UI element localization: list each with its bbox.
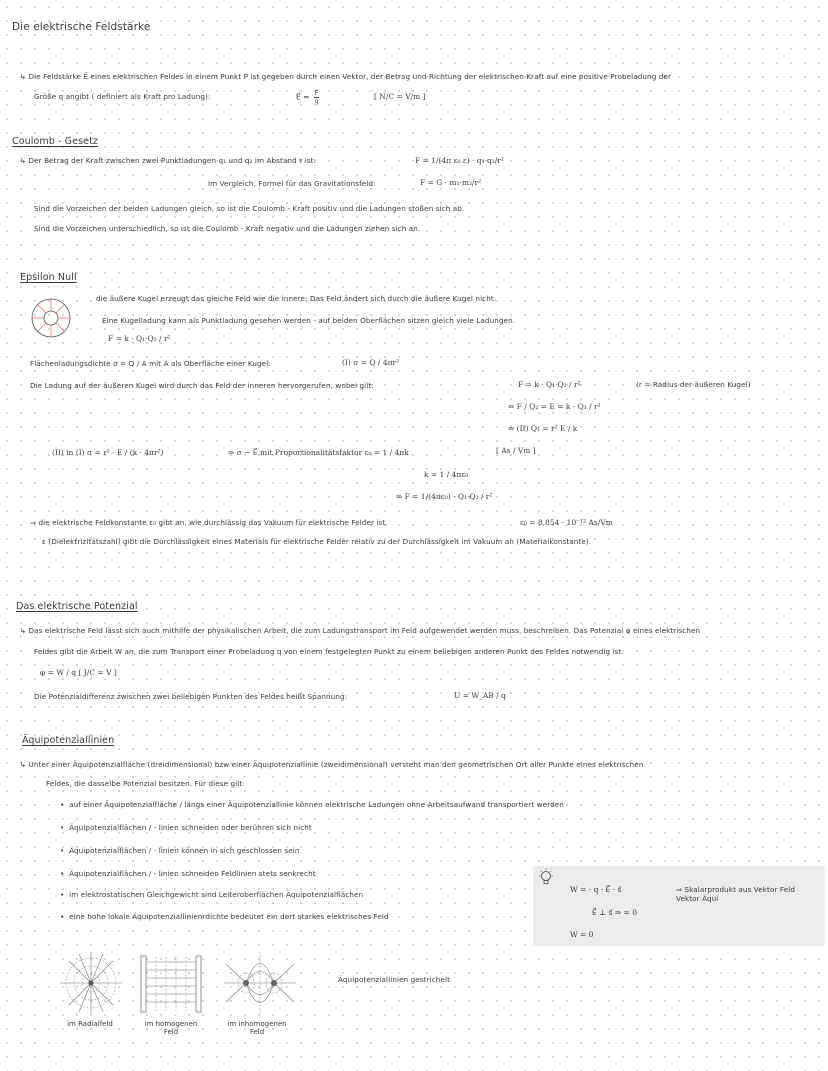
aequi-heading: Äquipotenziallinien bbox=[22, 735, 115, 746]
bullet-item: • Äquipotenzialflächen / - linien können in sich geschlossen sein bbox=[60, 846, 300, 855]
sphere-force-formula: F = k · Q₁·Q₂ / r² bbox=[108, 334, 171, 343]
coulomb-formula: F = 1/(4π ε₀ ε) · q₁·q₂/r² bbox=[415, 156, 504, 165]
bullet-text: im elektrostatischen Gleichgewicht sind Leiteroberflächen Äquipotenzialflächen bbox=[69, 890, 364, 899]
radial-field-label: im Radialfeld bbox=[67, 1020, 113, 1028]
epsilon-line-2: Eine Kugelladung kann als Punktladung gesehen werden - auf beiden Oberflächen sitzen gleich viele Ladungen. bbox=[102, 316, 516, 325]
epsilon-line-3: Die Ladung auf der äußeren Kugel wird durch das Feld der inneren hervorgerufen, wobei gilt: bbox=[30, 381, 374, 390]
scalar-product-note: ⇒ Skalarprodukt aus Vektor Feld Vektor Äqui bbox=[676, 885, 796, 904]
bullet-item: • im elektrostatischen Gleichgewicht sind Leiteroberflächen Äquipotenzialflächen bbox=[60, 890, 364, 899]
orthogonal-formula: E⃗ ⊥ s⃗ ⇒ = 0 bbox=[592, 908, 637, 917]
coulomb-line-3: Sind die Vorzeichen der beiden Ladungen gleich, so ist die Coulomb - Kraft positiv und die Ladungen stoßen sich ab. bbox=[34, 204, 465, 213]
field-strength-units: [ N/C = V/m ] bbox=[374, 92, 426, 101]
work-formula: W = - q · E⃗ · s⃗ bbox=[570, 885, 622, 894]
field-from-force-formula: ⇔ F / Q₂ = E = k · Q₁ / r² bbox=[508, 402, 601, 411]
gravitation-formula: F = G · m₁·m₂/r² bbox=[420, 178, 482, 187]
bullet-text: eine hohe lokale Äquipotenziallinienrdichte bedeutet ein dort starkes elektrisches Feld bbox=[69, 912, 389, 921]
potential-heading: Das elektrische Potenzial bbox=[16, 601, 138, 612]
coulomb-line-2: im Vergleich, Formel für das Gravitationsfeld: bbox=[208, 179, 376, 188]
proportionality-formula: ⇒ σ ~ E⃗ mit Proportionalitätsfaktor ε₀ = 1 / 4πk bbox=[228, 448, 409, 457]
proportionality-units: [ As / Vm ] bbox=[496, 446, 536, 455]
dashed-lines-label: Äquipotenziallinien gestrichelt bbox=[338, 975, 450, 984]
bullet-text: Äquipotenzialflächen / - linien schneiden oder berühren sich nicht bbox=[69, 823, 312, 832]
bullet-item: • Äquipotenzialflächen / - linien schneiden Feldlinien stets senkrecht bbox=[60, 869, 316, 878]
potential-formula: φ = W / q [ J/C = V ] bbox=[40, 668, 117, 677]
k-formula: k = 1 / 4πε₀ bbox=[424, 470, 469, 479]
lightbulb-icon bbox=[537, 868, 555, 888]
coulomb-line-1: ↳ Der Betrag der Kraft zwischen zwei Punktladungen q₁ und q₂ im Abstand r ist: bbox=[20, 156, 316, 165]
potential-line-2: Feldes gibt die Arbeit W an, die zum Transport einer Probeladung q von einem festgelegten Punkt zu einem beliebigen anderen Punkt des Feldes notwendig ist. bbox=[34, 647, 624, 656]
bullet-text: Äquipotenzialflächen / - linien können in sich geschlossen sein bbox=[69, 846, 300, 855]
homogeneous-field-sketch bbox=[138, 954, 204, 1014]
zero-work-formula: W = 0 bbox=[570, 930, 594, 939]
sphere-diagram bbox=[26, 294, 76, 342]
aequi-line-1: ↳ Unter einer Äquipotenzialfläche (dreidimensional) bzw einer Äquipotenziallinie (zweidimensional) versteht man den geometrischen Ort aller Punkte eines elektrischen bbox=[20, 760, 644, 769]
bullet-item: • eine hohe lokale Äquipotenziallinienrdichte bedeutet ein dort starkes elektrisches Feld bbox=[60, 912, 389, 921]
bullet-text: auf einer Äquipotenzialfläche / längs einer Äquipotenziallinie können elektrische Ladungen ohne Arbeitsaufwand transportiert werden bbox=[69, 800, 564, 809]
radial-field-sketch bbox=[58, 950, 124, 1016]
formula-denominator: q bbox=[314, 98, 319, 105]
coulomb-epsilon-formula: ⇒ F = 1/(4πε₀) · Q₁·Q₂ / r² bbox=[396, 492, 493, 501]
homogeneous-field-label: im homogenen Feld bbox=[144, 1020, 198, 1037]
epsilon-heading: Epsilon Null bbox=[20, 272, 77, 283]
epsilon-zero-value: ε₀ = 8,854 · 10⁻¹² As/Vm bbox=[520, 518, 613, 527]
charge-density-text: Flächenladungsdichte σ = Q / A mit A als Oberfläche einer Kugel: bbox=[30, 359, 271, 368]
field-strength-formula: E⃗ = $\frac{F⃗}{q}$ bbox=[296, 90, 319, 105]
intro-line-1: ↳ Die Feldstärke E⃗ eines elektrischen Feldes in einem Punkt P ist gegeben durch einen Vektor, der Betrag und Richtung der elektrischen Kraft auf eine positive Probeladung der bbox=[20, 72, 671, 81]
epsilon-line-1: die äußere Kugel erzeugt das gleiche Feld wie die innere; Das Feld ändert sich durch die äußere Kugel nicht. bbox=[96, 294, 497, 303]
radius-note: (r = Radius der äußeren Kugel) bbox=[636, 380, 751, 389]
page-title: Die elektrische Feldstärke bbox=[12, 21, 151, 33]
potential-line-1: ↳ Das elektrische Feld lässt sich auch mithilfe der physikalischen Arbeit, die zum Ladungstransport im Feld aufgewendet werden muss, beschreiben. Das Potenzial φ eines elektrischen bbox=[20, 626, 701, 635]
bullet-item: • Äquipotenzialflächen / - linien schneiden oder berühren sich nicht bbox=[60, 823, 312, 832]
formula-I: (I) σ = Q / 4πr² bbox=[342, 358, 400, 367]
coulomb-heading: Coulomb - Gesetz bbox=[12, 136, 98, 147]
voltage-formula: U = W_AB / q bbox=[454, 691, 506, 700]
formula-II: ⇔ (II) Q₁ = r² E / k bbox=[508, 424, 578, 433]
bullet-item: • auf einer Äquipotenzialfläche / längs einer Äquipotenziallinie können elektrische Ladungen ohne Arbeitsaufwand transportiert werden bbox=[60, 800, 564, 809]
epsilon-line-4: ⇒ die elektrische Feldkonstante ε₀ gibt an, wie durchlässig das Vakuum für elektrische Felder ist. bbox=[30, 518, 388, 527]
formula-numerator: F⃗ bbox=[314, 90, 319, 97]
potential-line-3: Die Potenzialdifferenz zwischen zwei beliebigen Punkten des Feldes heißt Spannung: bbox=[34, 692, 348, 701]
bullet-text: Äquipotenzialflächen / - linien schneiden Feldlinien stets senkrecht bbox=[69, 869, 316, 878]
coulomb-line-4: Sind die Vorzeichen unterschiedlich, so ist die Coulomb - Kraft negativ und die Ladungen ziehen sich an. bbox=[34, 224, 421, 233]
inhomogeneous-field-label: im inhomogenen Feld bbox=[227, 1020, 287, 1037]
aequi-line-2: Feldes, die dasselbe Potenzial besitzen. Für diese gilt: bbox=[46, 779, 245, 788]
substitution-formula: (II) in (I) σ = r² · E / (k · 4πr²) bbox=[52, 448, 164, 457]
inhomogeneous-field-sketch bbox=[222, 950, 298, 1016]
outer-force-formula: F = k · Q₁·Q₂ / r² bbox=[518, 380, 581, 389]
intro-line-2: Größe q angibt ( definiert als Kraft pro Ladung): bbox=[34, 92, 211, 101]
epsilon-line-5: ε (Dielektrizitätszahl) gibt die Durchlässigkeit eines Materials für elektrische Felder relativ zu der Durchlässigkeit im Vakuum an (Materialkonstante). bbox=[42, 537, 592, 546]
